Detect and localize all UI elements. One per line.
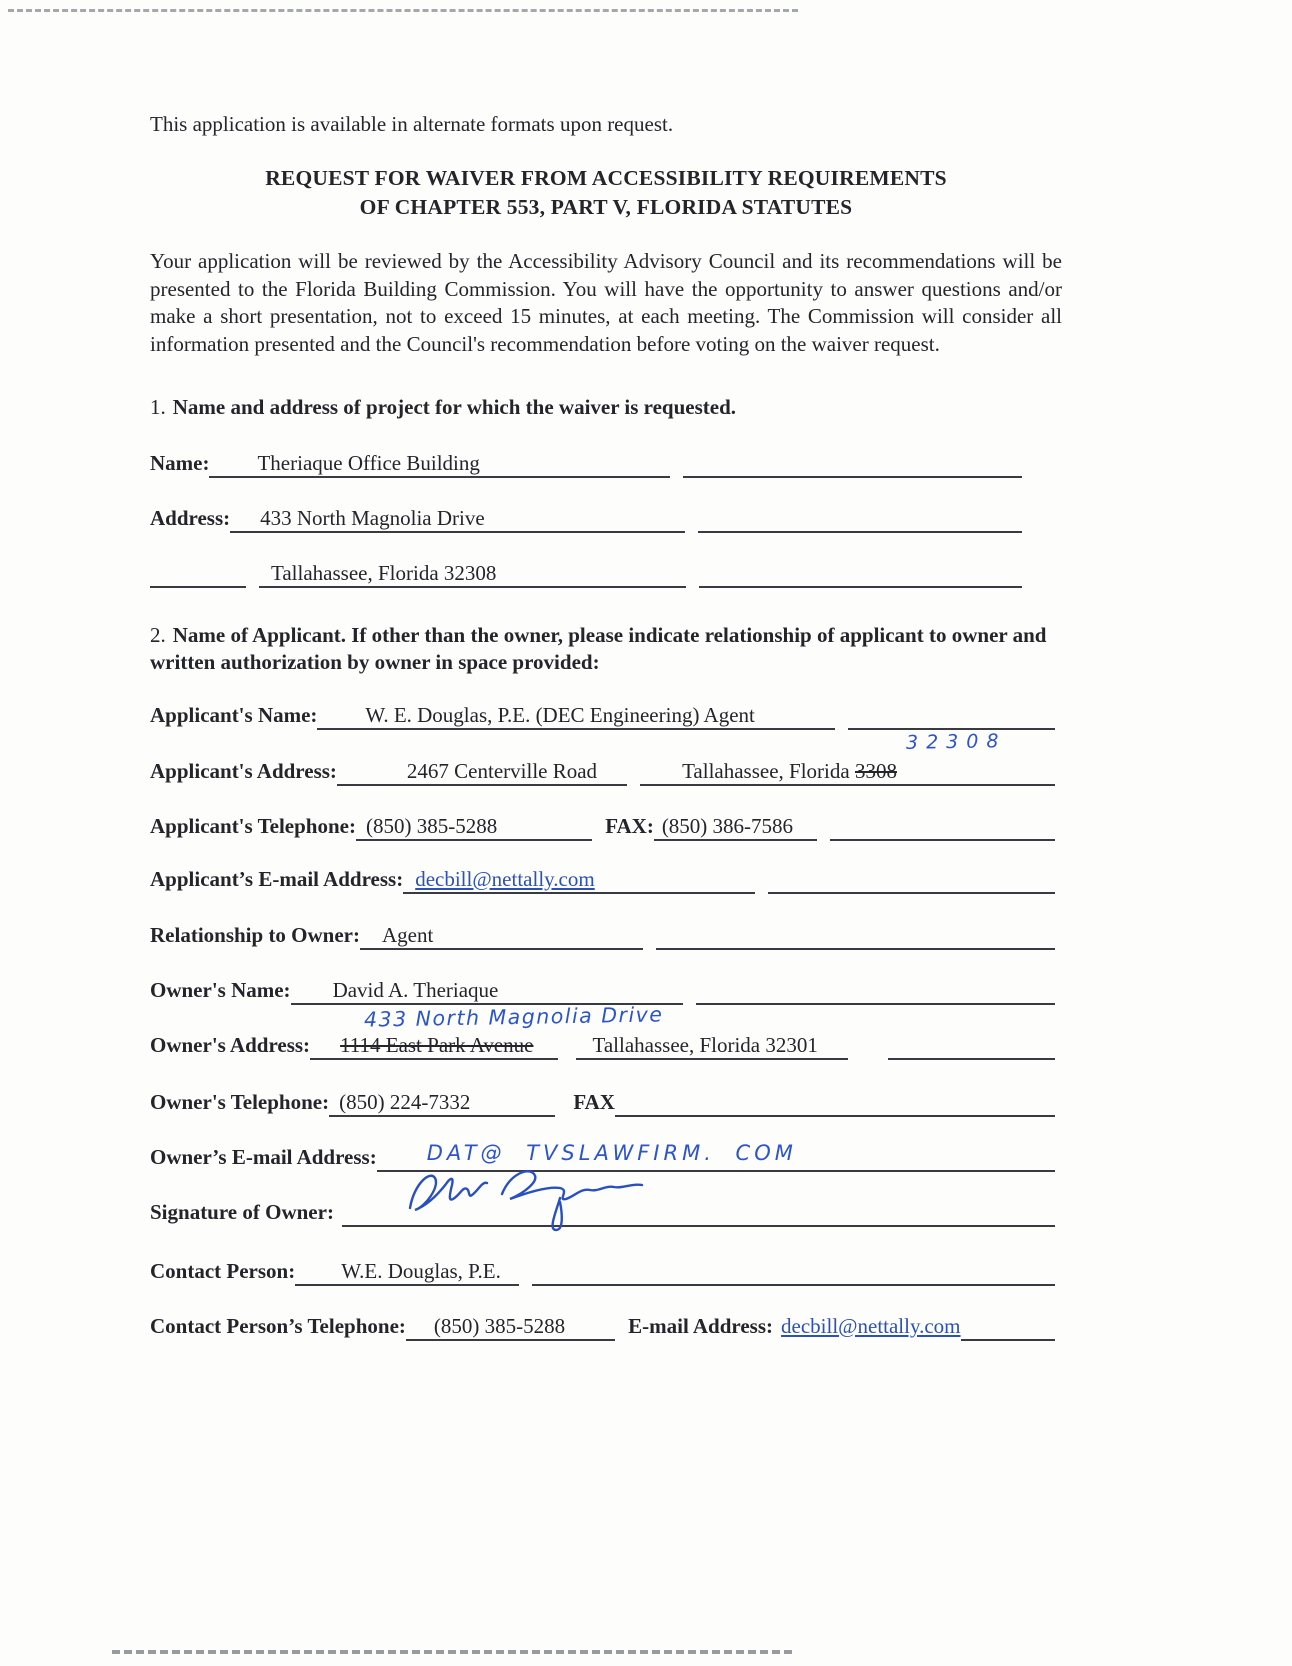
fill-line [961, 1314, 1055, 1341]
section1-heading [150, 394, 1062, 422]
contact-email-link[interactable]: decbill@nettally.com [781, 1313, 961, 1338]
fill-line [699, 561, 1022, 588]
handwritten-owner-email: DAT@ TVSLAWFIRM. COM [426, 1140, 797, 1165]
applicant-fax-value: (850) 386-7586 [654, 814, 817, 841]
owner-email-label: Owner’s E-mail Address: [150, 1144, 377, 1169]
handwritten-owner-address-correction: 433 North Magnolia Drive [363, 1001, 664, 1032]
project-address-label: Address: [150, 505, 231, 530]
fill-line [209, 451, 257, 478]
fill-line [615, 1090, 1055, 1117]
project-name-value: Theriaque Office Building [257, 451, 669, 478]
fill-line [337, 759, 407, 786]
field-row-signature [150, 1200, 1055, 1227]
fill-line [291, 978, 333, 1005]
applicant-city-state: Tallahassee, Florida [682, 758, 855, 783]
field-row-applicant-phone [150, 814, 1055, 841]
applicant-name-label: Applicant's Name: [150, 702, 318, 727]
scan-artifact-top [8, 9, 798, 12]
applicant-email-value-line [403, 867, 755, 894]
form-title [150, 164, 1062, 222]
fill-line [696, 978, 1055, 1005]
field-row-project-address2 [150, 561, 1022, 588]
section1-number: 1. [150, 395, 166, 419]
owner-name-value: David A. Theriaque [333, 978, 684, 1005]
fill-line [830, 814, 1055, 841]
applicant-zip-struck: 3308 [854, 758, 897, 783]
field-row-project-address [150, 506, 1022, 533]
fill-line [656, 923, 1055, 950]
fill-line [406, 1314, 420, 1341]
applicant-fax-label: FAX: [605, 813, 654, 838]
fill-line [698, 506, 1022, 533]
fill-line [532, 1259, 1055, 1286]
form-title-line2: OF CHAPTER 553, PART V, FLORIDA STATUTES [359, 195, 853, 219]
owner-phone-value: (850) 224-7332 [329, 1090, 555, 1117]
fill-line [230, 506, 260, 533]
fill-line [903, 759, 1055, 786]
contact-phone-label: Contact Person’s Telephone: [150, 1313, 406, 1338]
applicant-address-label: Applicant's Address: [150, 758, 337, 783]
contact-email-label: E-mail Address: [628, 1313, 774, 1338]
section2-title: Name of Applicant. If other than the owner, please indicate relationship of applicant to owner and written authorization by owner in space provided: [150, 622, 1047, 674]
section2-number: 2. [150, 622, 166, 647]
applicant-address-value2 [640, 759, 903, 786]
section2-heading [150, 622, 1062, 677]
field-row-project-name [150, 451, 1022, 478]
applicant-email-link[interactable]: decbill@nettally.com [415, 866, 595, 891]
project-address-value: 433 North Magnolia Drive [260, 506, 685, 533]
fill-line [295, 1259, 341, 1286]
owner-signature-image [402, 1162, 662, 1236]
section1-title: Name and address of project for which the waiver is requested. [172, 395, 737, 419]
handwritten-zip-correction: 32308 [905, 729, 1007, 754]
field-row-relationship [150, 923, 1055, 950]
applicant-phone-value: (850) 385-5288 [356, 814, 592, 841]
applicant-email-label: Applicant’s E-mail Address: [150, 866, 404, 891]
owner-address-struck [340, 1033, 558, 1060]
applicant-address-value1: 2467 Centerville Road [407, 759, 627, 786]
form-content [150, 112, 1062, 1341]
owner-fax-label: FAX [573, 1089, 615, 1114]
field-row-owner-phone [150, 1090, 1055, 1117]
relationship-label: Relationship to Owner: [150, 922, 360, 947]
owner-address-value2: Tallahassee, Florida 32301 [576, 1033, 847, 1060]
signature-strokes [402, 1162, 662, 1236]
field-row-applicant-name [150, 703, 1055, 730]
field-row-applicant-email [150, 867, 1055, 894]
field-row-contact-phone [150, 1314, 1055, 1341]
fill-line [317, 703, 365, 730]
owner-phone-label: Owner's Telephone: [150, 1089, 330, 1114]
owner-address-label: Owner's Address: [150, 1032, 311, 1057]
contact-person-value: W.E. Douglas, P.E. [341, 1259, 519, 1286]
fill-line [683, 451, 1022, 478]
field-row-contact-person [150, 1259, 1055, 1286]
applicant-phone-label: Applicant's Telephone: [150, 813, 356, 838]
signature-label: Signature of Owner: [150, 1199, 334, 1224]
scan-artifact-bottom [112, 1650, 792, 1654]
field-row-owner-address [150, 1001, 1055, 1060]
contact-phone-value: (850) 385-5288 [420, 1314, 615, 1341]
fill-line [848, 703, 1055, 730]
contact-person-label: Contact Person: [150, 1258, 296, 1283]
relationship-value: Agent [360, 923, 643, 950]
form-title-line1: REQUEST FOR WAIVER FROM ACCESSIBILITY REQUIREMENTS [265, 166, 947, 190]
fill-line [768, 867, 1055, 894]
fill-line [888, 1033, 1055, 1060]
owner-address-struck-text: 1114 East Park Avenue [340, 1032, 534, 1057]
owner-name-label: Owner's Name: [150, 977, 291, 1002]
project-name-label: Name: [150, 450, 210, 475]
field-row-applicant-address [150, 729, 1055, 786]
applicant-name-value: W. E. Douglas, P.E. (DEC Engineering) Agent [365, 703, 834, 730]
intro-paragraph: Your application will be reviewed by the Accessibility Advisory Council and its recommendations will be presented to the Florida Building Commission. You will have the opportunity to answer questions and/or make a short presentation, not to exceed 15 minutes, at each meeting. The Commission will consider all information presented and the Council's recommendation before voting on the waiver request. [150, 249, 1062, 356]
fill-line [150, 561, 246, 588]
project-address-value2: Tallahassee, Florida 32308 [259, 561, 686, 588]
alternate-formats-notice: This application is available in alternate formats upon request. [150, 112, 674, 136]
fill-line [310, 1033, 340, 1060]
field-row-owner-name [150, 978, 1055, 1005]
